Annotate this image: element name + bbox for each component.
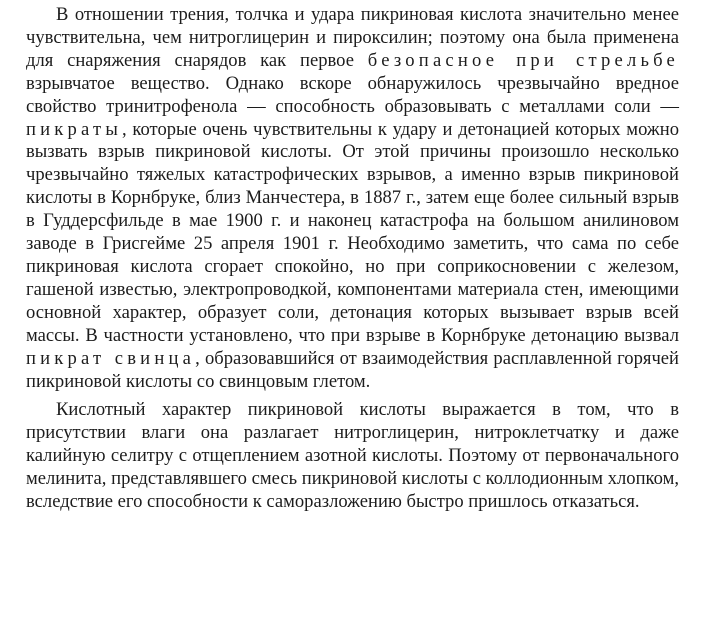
paragraph-2 <box>26 399 679 514</box>
emphasis-lead-picrate: пикрат свинца <box>26 347 196 369</box>
emphasis-picrates: пикраты <box>26 118 123 140</box>
paragraph-1 <box>26 4 679 393</box>
paragraph-1-text: В отношении трения, толчка и удара пикриновая кислота значительно менее чувствительна, чем нитроглицерин и пироксилин; поэтому она была применена для снаряжения снарядов как первое <box>26 4 679 71</box>
paragraph-1-text: , которые очень чувствительны к удару и детонацией которых можно вызвать взрыв пикриновой кислоты. От этой причины произошло несколько чрезвычайно тяжелых катастрофических взрывов, а именно взрыв пикриновой кислоты в Корнбруке, близ Манчестера, в 1887 г., затем еще более сильный взрыв в Гуддерсфильде в мае 1900 г. и наконец катастрофа на большом анилиновом заводе в Грисгейме 25 апреля 1901 г. Необходимо заметить, что сама по себе пикриновая кислота сгорает спокойно, но при соприкосновении с железом, гашеной известью, электропроводкой, компонентами материала стен, имеющими основной характер, образует соли, детонация которых вызывает взрыв всей массы. В частности установлено, что при взрыве в Корнбруке детонацию вызвал <box>26 118 679 346</box>
paragraph-2-text: Кислотный характер пикриновой кислоты выражается в том, что в присутствии влаги она разлагает нитроглицерин, нитроклетчатку и даже калийную селитру с отщеплением азотной кислоты. Поэтому от первоначального мелинита, представлявшего смесь пикриновой кислоты с коллодионным хлопком, вследствие его способности к саморазложению быстро пришлось отказаться. <box>26 399 679 513</box>
document-page <box>26 4 679 514</box>
paragraph-1-text: , образовавшийся от взаимодействия расплавленной горячей пикриновой кислоты со свинцовым глетом. <box>26 347 679 392</box>
paragraph-1-text: взрывчатое вещество. Однако вскоре обнаружилось чрезвычайно вредное свойство тринитрофенола — способность образовывать с металлами соли — <box>26 72 679 117</box>
emphasis-safe-in-firing: безопасное при стрельбе <box>367 49 679 71</box>
